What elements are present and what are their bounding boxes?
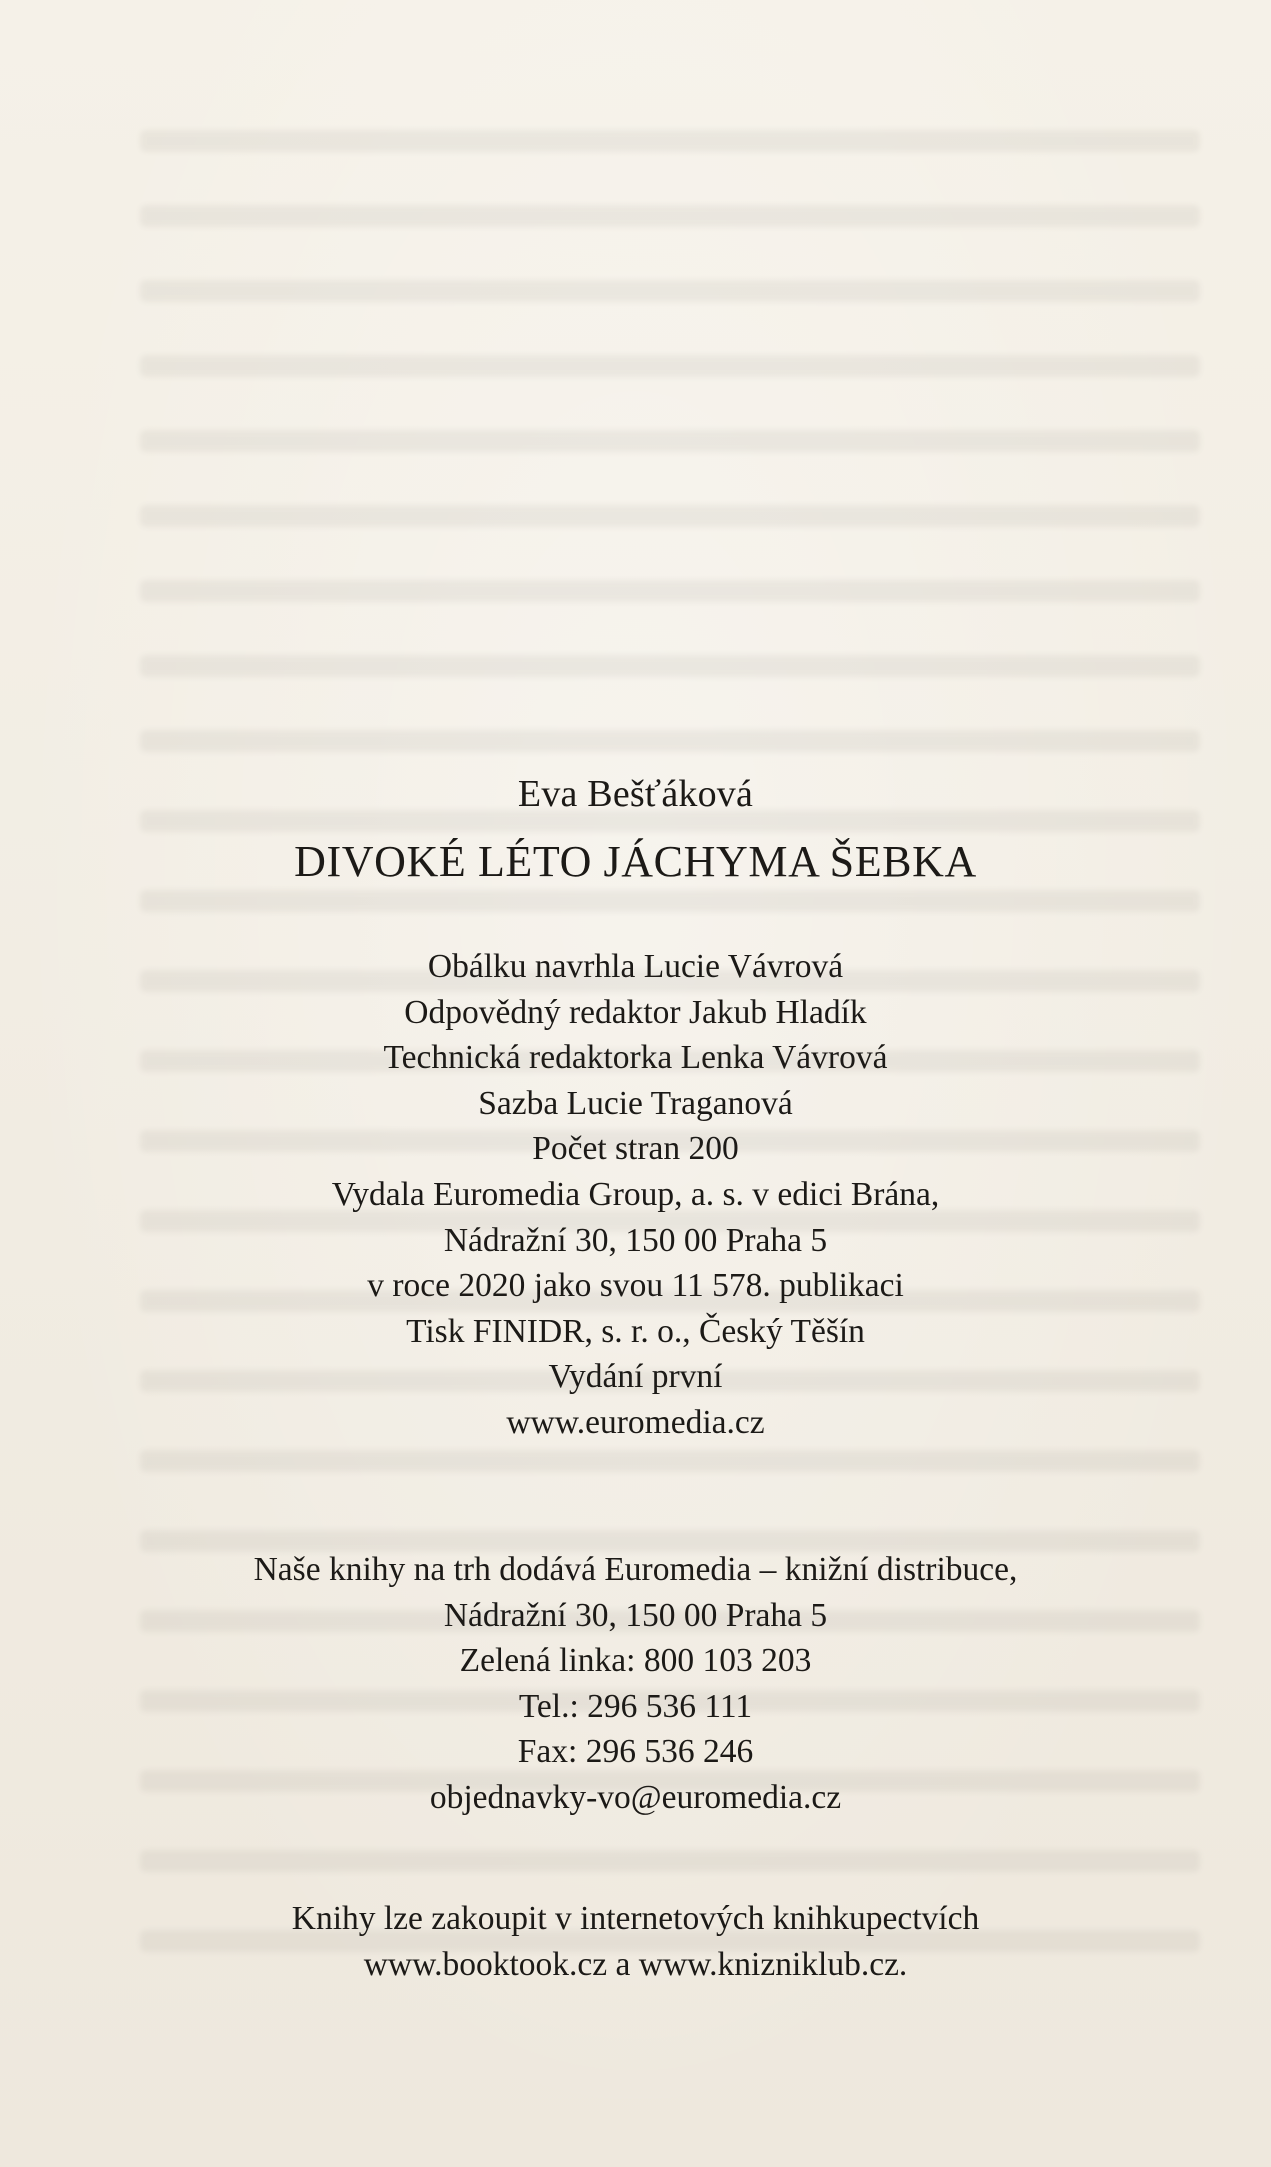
distribution-block [0,1547,1271,1821]
edition-line: Vydání první [548,1358,723,1396]
distributor-line: Naše knihy na trh dodává Euromedia – knižní distribuce, [253,1551,1018,1588]
publisher-line: Vydala Euromedia Group, a. s. v edici Brána, [331,1175,940,1213]
bookshops-block [0,1896,1271,1987]
book-author: Eva Bešťáková [517,773,754,815]
cover-designer-line: Obálku navrhla Lucie Vávrová [427,948,844,985]
credits-block [0,944,1271,1446]
bookshops-note: Knihy lze zakoupit v internetových knihkupectvích [291,1900,980,1937]
bookshops-websites: www.booktook.cz a www.knizniklub.cz. [363,1945,908,1983]
page-count-line: Počet stran 200 [532,1130,739,1168]
order-email: objednavky-vo@euromedia.cz [429,1778,842,1816]
publication-year-line: v roce 2020 jako svou 11 578. publikaci [367,1267,904,1305]
printer-line: Tisk FINIDR, s. r. o., Český Těšín [406,1312,865,1350]
publisher-website: www.euromedia.cz [506,1403,765,1441]
fax-line: Fax: 296 536 246 [517,1733,754,1771]
phone-line: Tel.: 296 536 111 [518,1687,753,1725]
technical-editor-line: Technická redaktorka Lenka Vávrová [383,1039,888,1077]
publisher-address-line: Nádražní 30, 150 00 Praha 5 [443,1221,828,1259]
distributor-address-line: Nádražní 30, 150 00 Praha 5 [443,1596,828,1634]
editor-line: Odpovědný redaktor Jakub Hladík [404,993,867,1031]
green-line-phone: Zelená linka: 800 103 203 [459,1642,812,1680]
typesetting-line: Sazba Lucie Traganová [478,1084,793,1122]
book-title: DIVOKÉ LÉTO JÁCHYMA ŠEBKA [294,837,977,886]
